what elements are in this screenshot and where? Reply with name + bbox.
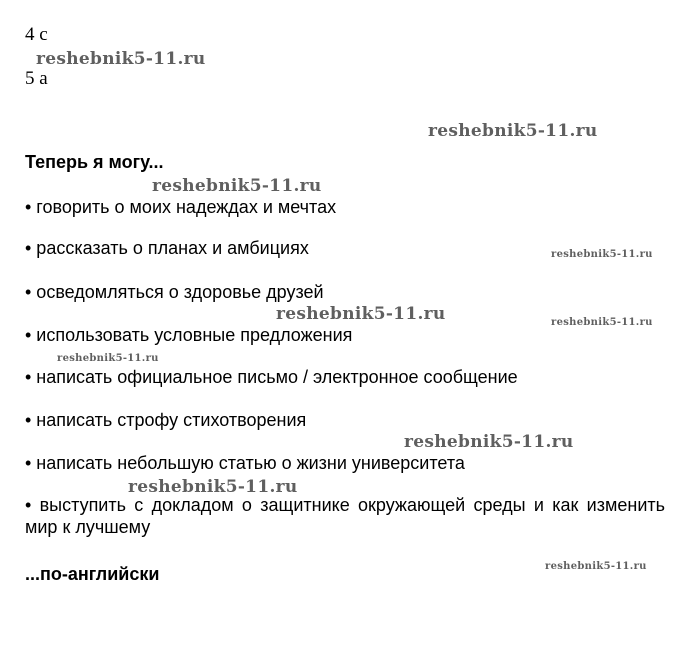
watermark-logo: reshebnik5-11.ru [545,561,647,572]
watermark-logo: reshebnik5-11.ru [128,477,298,497]
list-item: • выступить с докладом о защитнике окружающей среды и как изменить мир к лучшему [25,495,665,537]
section-footer: ...по-английски [25,564,160,584]
list-item: • рассказать о планах и амбициях [25,238,309,258]
list-item: • говорить о моих надеждах и мечтах [25,197,337,217]
list-item: • написать строфу стихотворения [25,410,307,430]
watermark-logo: reshebnik5-11.ru [276,304,446,324]
list-item: • осведомляться о здоровье друзей [25,282,324,302]
answer-line: 4 c [25,24,48,45]
watermark-logo: reshebnik5-11.ru [404,432,574,452]
watermark-logo: reshebnik5-11.ru [57,353,159,364]
list-item: • написать небольшую статью о жизни университета [25,453,465,473]
list-item: • использовать условные предложения [25,325,353,345]
list-item: • написать официальное письмо / электронное сообщение [25,367,518,387]
section-heading: Теперь я могу... [25,152,164,172]
watermark-logo: reshebnik5-11.ru [551,317,653,328]
watermark-logo: reshebnik5-11.ru [551,249,653,260]
answer-line: 5 a [25,68,48,89]
watermark-logo: reshebnik5-11.ru [152,176,322,196]
watermark-logo: reshebnik5-11.ru [36,49,206,69]
watermark-logo: reshebnik5-11.ru [428,121,598,141]
